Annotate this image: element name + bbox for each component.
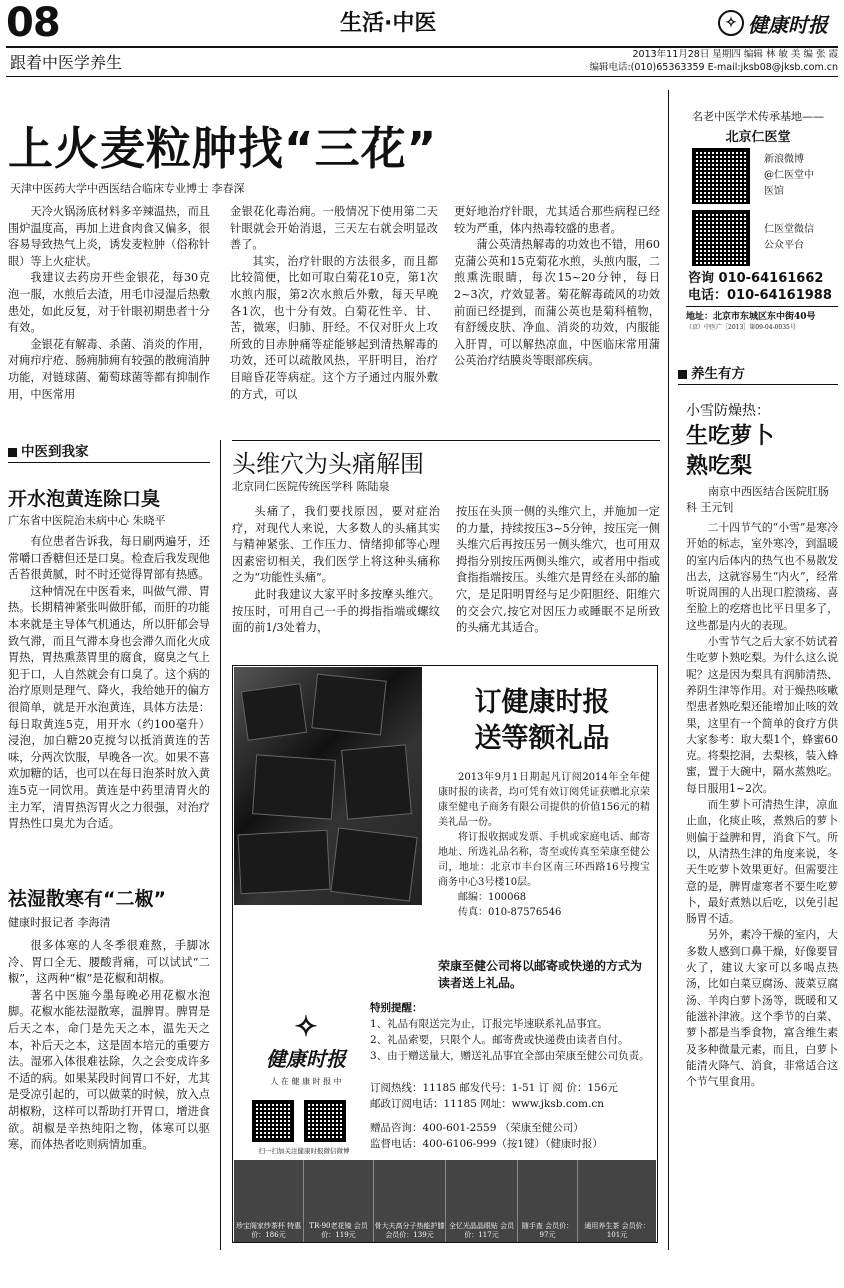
weibo-line: @仁医堂中 — [764, 170, 814, 181]
article-paragraph: 此时我建议大家平时多按摩头维穴。按压时，可用自己一手的拇指指端或螺纹面的前1/3处着力， — [232, 587, 440, 635]
consult-phone: 咨询 010-64161662 — [688, 271, 824, 286]
article-byline: 北京同仁医院传统医学科 陈陆泉 — [232, 480, 390, 493]
subscription-phone: 邮政订阅电话：11185 网址：www.jksb.com.cn — [370, 1098, 604, 1110]
page-number: 08 — [6, 0, 60, 46]
tip-item: 1、礼品有限送完为止，订报完毕速联系礼品事宜。 — [370, 1018, 608, 1030]
ad-phones — [688, 270, 832, 304]
article-byline: 健康时报记者 李海清 — [8, 916, 111, 929]
promo-title-line-1: 订健康时报 — [474, 687, 610, 718]
section-label-text: 养生有方 — [691, 366, 745, 382]
ad-base-name: 北京仁医堂 — [725, 130, 791, 145]
article-title: 祛湿散寒有“二椒” — [8, 888, 166, 910]
article-paragraph: 有位患者告诉我，每日刷两遍牙，还常嚼口香糖但还是口臭。检查后我发现他舌苔很黄腻，时不时还觉得胃部有热感。 — [8, 535, 210, 582]
article-kicker: 小雪防燥热： — [686, 403, 770, 419]
promo-fax: 传真：010-87576546 — [458, 907, 562, 918]
main-paragraph: 我建议去药房开些金银花，每30克泡一服，水煎后去渣，用毛巾浸湿后热敷患处，如此反复，对于针眼初期患者十分有效。 — [8, 271, 210, 335]
main-col-2 — [230, 204, 438, 430]
main-paragraph: 蒲公英清热解毒的功效也不错，用60克蒲公英和15克菊花水煎，头煎内服，二煎熏洗眼睛，每次15~20分钟，每日2~3次，疗效显著。菊花解毒疏风的功效前面已经提到，而蒲公英也是菊科植物，有舒缓皮肤、净血、消炎的功效，内服能入肝胃，可以解热凉血，中医临床常用蒲公英治疗结膜炎等眼部疾病。 — [454, 238, 660, 368]
main-paragraph: 天冷火锅汤底材料多辛辣温热，而且围炉温度高，再加上进食肉食又偏多，很容易导致热气上炎，诱发麦粒肿（俗称针眼）等上火症状。 — [8, 205, 210, 268]
logo-slogan: 人 在 健 康 时 报 中 — [270, 1077, 342, 1086]
logo-mark-icon: ✧ — [718, 10, 744, 36]
product-label: TR-90老花镜 会员价：119元 — [309, 1222, 368, 1239]
article-body — [232, 504, 440, 660]
section-label-text: 中医到我家 — [21, 444, 89, 460]
promo-tips — [370, 1000, 654, 1064]
product-label: 全忆光晶晶眼贴 会员价：117元 — [448, 1222, 515, 1239]
qr-code-icon — [304, 1100, 346, 1142]
qr-code-icon — [692, 148, 750, 204]
qr-code-icon — [692, 210, 750, 266]
product-item — [446, 1160, 518, 1242]
main-col-1 — [8, 204, 210, 430]
main-col-3 — [454, 204, 660, 430]
promo-logo — [248, 1010, 364, 1102]
edition-meta — [572, 48, 838, 74]
product-label: 通用养生茶 会员价：101元 — [584, 1222, 650, 1239]
promo-paragraph: 2013年9月1日期起凡订阅2014年全年健康时报的读者，均可凭有效订阅凭证获赠北京荣康至健电子商务有限公司提供的价值156元的精美礼品一份。 — [438, 772, 650, 828]
article-body — [456, 504, 660, 660]
subscription-contacts — [370, 1080, 654, 1152]
weibo-info — [764, 152, 814, 200]
ad-license: （京）中医广［2013］第09-04-0035号 — [686, 324, 796, 331]
article-title: 开水泡黄连除口臭 — [8, 488, 161, 510]
wechat-line: 公众平台 — [764, 240, 804, 251]
ad-base-title: 名老中医学术传承基地—— — [692, 110, 824, 123]
product-label: 随手查 会员价：97元 — [521, 1222, 574, 1239]
column-divider — [220, 440, 221, 1250]
promo-postcode: 邮编：100068 — [458, 892, 527, 903]
tips-title: 特别提醒： — [370, 1002, 423, 1014]
hotline-text: 订阅热线：11185 邮发代号：1-51 订 阅 价：156元 — [370, 1082, 618, 1094]
promo-title-line-2: 送等额礼品 — [474, 723, 610, 754]
section-label-health — [678, 362, 838, 385]
main-headline: 上火麦粒肿找“三花” — [8, 122, 438, 175]
product-item — [518, 1160, 578, 1242]
product-label: 骨大夫高分子热能护膝 会员价：139元 — [374, 1222, 445, 1239]
product-item — [374, 1160, 446, 1242]
article-title-line: 生吃萝卜 — [686, 424, 775, 449]
article-byline: 南京中西医结合医院肛肠科 王元钊 — [686, 485, 829, 514]
main-paragraph: 其实，治疗针眼的方法很多，而且都比较简便，比如可取白菊花10克，第1次水煎内服，第2次水煎后外敷，每天早晚各1次，也十分有效。白菊花性辛、甘、苦，微寒，归肺、肝经。不仅对肝火上攻所致的目赤肿痛等症能够起到清热解毒的功效，还可以疏散风热，平肝明目，治疗目暗昏花等病症。这个方子通过内服外敷的方式，可以 — [230, 254, 438, 401]
article-title-line: 熟吃梨 — [686, 454, 753, 479]
wechat-info — [764, 222, 814, 254]
logo-mark-icon: ✧ — [294, 1010, 318, 1043]
gift-boxes-image — [234, 667, 422, 905]
product-item — [234, 1160, 304, 1242]
main-paragraph: 金银花化毒治痈。一般情况下使用第二天针眼就会开始消退，三天左右就会明显改善了。 — [230, 205, 438, 252]
weibo-line: 医馆 — [764, 186, 784, 197]
product-label: 珍宝阁家纱茶杯 特惠价：186元 — [235, 1222, 302, 1239]
article-paragraph: 而生萝卜可清热生津，凉血止血，化痰止咳，煮熟后的萝卜则偏于益脾和胃，消食下气。所以，从清热生津的角度来说，冬天生吃萝卜效果更好。但需要注意的是，脾胃虚寒者不要生吃萝卜，最好煮熟以后吃，以免引起肠胃不适。 — [686, 798, 838, 926]
promo-paragraph: 将订报收据或发票、手机或家庭电话、邮寄地址、所选礼品名称，寄至或传真至荣康至健公司，地址：北京市丰台区南三环西路16号搜宝商务中心3号楼10层。 — [438, 832, 650, 888]
product-item — [304, 1160, 374, 1242]
article-paragraph: 小雪节气之后大家不妨试着生吃萝卜熟吃梨。为什么这么说呢？这是因为梨具有润肺清热、养阴生津等作用。对于燥热咳嗽型患者熟吃梨还能增加止咳的效果，这里有一个简单的食疗方供大家参考：取大梨1个，蜂蜜60克。将梨挖洞，去梨核，装入蜂蜜，置于大碗中，隔水蒸熟吃。每日服用1~2次。 — [686, 635, 838, 795]
article-paragraph: 著名中医施今墨每晚必用花椒水泡脚。花椒水能祛湿散寒，温脾胃。脾胃是后天之本，命门是先天之本，温先天之本，补后天之本，这是固本培元的重要方法。湿邪入体很难祛除，久之会变成许多不适的病。如果某段时间胃口不好，尤其是受凉引起的，可以做菜的时候，放入点胡椒粉，这样可以帮助打开胃口，增进食欲。胡椒是辛热纯阳之物，体寒可以驱寒，而体热者吃则病情加重。 — [8, 988, 210, 1152]
tel-phone: 电话：010-64161988 — [688, 288, 832, 303]
section-title: 生活·中医 — [340, 11, 437, 36]
tip-item: 2、礼品索要，只限个人。邮寄费或快递费由读者自付。 — [370, 1034, 629, 1046]
article-paragraph: 头痛了，我们要找原因，要对症治疗，对现代人来说，大多数人的头痛其实与精神紧张、工作压力、情绪抑郁等心理因素密切相关，我们医学上将这种头痛称之为“功能性头痛”。 — [232, 505, 440, 585]
article-paragraph: 二十四节气的“小雪”是寒冷开始的标志，室外寒冷，到温暖的室内后体内的热气也不易散发出去，这就容易生“内火”，经常听说周围的人出现口腔溃疡、喜至脸上的疙瘩也比平日里多了，这些都是内火的表现。 — [686, 521, 838, 632]
monitor-phone: 监督电话：400-6106-999（按1键）（健康时报） — [370, 1138, 603, 1150]
article-paragraph: 这种情况在中医看来，叫做气滞、胃热。长期精神紧张叫做肝郁，而肝的功能本来就是主导体气机通达，所以肝郁会导致气滞，而且气滞本身也会滞久而化火成胃热，胃热熏蒸胃里的腐食，腐臭之气上犯于口，人自然就会有口臭了。这个病的治疗原则是理气、降火，我给她开的偏方很简单，就是开水泡黄连，具体方法是：每日取黄连5克，用开水（约100毫升）浸泡，加白糖20克搅匀以抵消黄连的苦味，分两次饮服，早晚各一次。如果不喜欢加糖的话，也可以在每日泡茶时放入黄连5克一同饮用。黄连是中药里清胃火的主力军，清胃热泻胃火之力很强，对治疗胃热性口臭尤为合适。 — [8, 584, 210, 831]
weibo-line: 新浪微博 — [764, 154, 804, 165]
article-body — [8, 938, 210, 1248]
product-item — [578, 1160, 656, 1242]
qr-caption: 扫一扫加关注健康时报微信微博 — [258, 1147, 350, 1155]
column-divider — [668, 90, 669, 1250]
square-bullet-icon — [678, 370, 687, 379]
logo-text: 健康时报 — [748, 12, 828, 37]
article-byline: 广东省中医院治未病中心 朱晓平 — [8, 514, 166, 527]
header-rule-2 — [6, 76, 838, 77]
article-title: 头维穴为头痛解围 — [232, 450, 424, 478]
product-strip — [234, 1160, 656, 1242]
section-rule — [232, 440, 660, 441]
qr-code-icon — [252, 1100, 294, 1142]
ad-address: 地址：北京市东城区东中街40号 — [686, 306, 838, 322]
article-paragraph: 另外，素冷干燥的室内，大多数人感到口鼻干燥，好像要冒火了，建议大家可以多喝点热汤，比如白菜豆腐汤、菠菜豆腐汤、羊肉白萝卜汤等，既暖和又能滋补津液。这个季节的白菜、萝卜都是当季食物，富含维生素及多种微量元素，而且，白萝卜能清火降气、消食，非常适合这个节气里食用。 — [686, 928, 838, 1089]
logo-text: 健康时报 — [266, 1047, 346, 1071]
column-subtitle: 跟着中医学养生 — [10, 53, 123, 72]
section-label-tcm-home — [8, 440, 210, 463]
promo-emphasis: 荣康至健公司将以邮寄或快递的方式为读者送上礼品。 — [438, 959, 643, 990]
square-bullet-icon — [8, 448, 17, 457]
article-paragraph: 很多体寒的人冬季很难熬，手脚冰冷、胃口全无、腰酸背痛，可以试试“二椒”，这两种“椒”是花椒和胡椒。 — [8, 939, 210, 986]
article-paragraph: 按压在头顶一侧的头维穴上，并施加一定的力量，持续按压3~5分钟，按压完一侧头维穴后再按压另一侧头维穴，也可用双拇指分别按压两侧头维穴，或者用中指或食指指端按压。头维穴是胃经在头部的腧穴，是足阳明胃经与足少阳胆经、阳维穴的交会穴,按它对因压力或睡眠不足所致的头痛尤其适合。 — [456, 505, 660, 635]
tip-item: 3、由于赠送量大，赠送礼品事宜全部由荣康至健公司负责。 — [370, 1050, 650, 1062]
main-paragraph: 更好地治疗针眼，尤其适合那些病程已经较为严重，体内热毒较盛的患者。 — [454, 205, 660, 235]
main-byline: 天津中医药大学中西医结合临床专业博士 李春深 — [10, 182, 245, 195]
meta-line-2: 编辑电话:(010)65363359 E-mail:jksb08@jksb.com.cn — [589, 62, 838, 73]
article-title — [686, 422, 774, 482]
promo-title — [430, 685, 654, 757]
promo-body — [438, 770, 650, 920]
gift-consult-phone: 赠品咨询：400-601-2559 （荣康至健公司） — [370, 1122, 584, 1134]
masthead-logo — [718, 6, 838, 40]
main-paragraph: 金银花有解毒、杀菌、消炎的作用，对痈疖疔疮、肠痈肺痈有较强的散痈消肿功能，对链球菌、葡萄球菌等都有抑制作用，中医常用 — [8, 337, 210, 401]
meta-line-1: 2013年11月28日 星期四 编辑 林 敏 美 编 张 霞 — [632, 49, 838, 60]
wechat-line: 仁医堂微信 — [764, 224, 814, 235]
article-body — [8, 534, 210, 874]
article-body — [686, 520, 838, 1242]
